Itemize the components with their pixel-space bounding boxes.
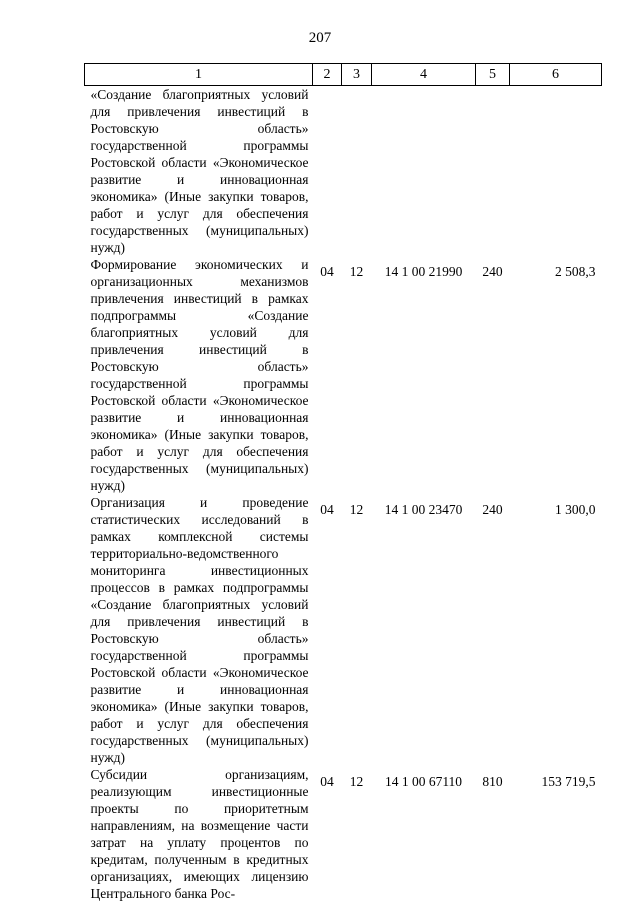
budget-table — [84, 63, 602, 902]
row-razdel: 04 — [320, 774, 334, 789]
column-header-5: 5 — [476, 64, 510, 86]
row-description: «Создание благоприятных условий для привлечения инвестиций в Ростовскую область» государственной программы Ростовской области «Экономическое развитие и инновационная экономика» (Иные закупки товаров, работ и услуг для обеспечения государственных (муниципальных) нужд) — [90, 87, 309, 255]
row-podrazdel: 12 — [349, 774, 364, 789]
column-header-4: 4 — [372, 64, 476, 86]
column-header-6: 6 — [510, 64, 602, 86]
row-description: Субсидии организациям, реализующим инвестиционные проекты по приоритетным направлениям, на возмещение части затрат на уплату процентов по кредитам, полученным в кредитных организациях, имеющих лицензию Центрального банка Рос- — [90, 767, 309, 901]
page-number: 207 — [308, 30, 332, 46]
table-row — [85, 766, 602, 902]
row-csr: 14 1 00 67110 — [384, 774, 463, 789]
row-description: Формирование экономических и организационных механизмов привлечения инвестиций в рамках подпрограммы «Создание благоприятных условий для привлечения инвестиций в Ростовскую область» государственной программы Ростовской области «Экономическое развитие и инновационная экономика» (Иные закупки товаров, работ и услуг для обеспечения государственных (муниципальных) нужд) — [90, 257, 309, 493]
row-amount: 2 508,3 — [555, 264, 596, 279]
row-csr — [372, 86, 476, 257]
row-podrazdel: 12 — [349, 264, 364, 279]
table-row — [85, 256, 602, 494]
table-header-row — [85, 64, 602, 86]
column-header-2: 2 — [313, 64, 342, 86]
row-vr: 240 — [482, 502, 503, 517]
row-podrazdel — [342, 86, 372, 257]
row-csr: 14 1 00 21990 — [384, 264, 463, 279]
table-row — [85, 86, 602, 257]
row-amount: 1 300,0 — [555, 502, 596, 517]
row-description: Организация и проведение статистических исследований в рамках комплексной системы территориально-ведомственного мониторинга инвестиционных процессов в рамках подпрограммы «Создание благоприятных условий для привлечения инвестиций в Ростовскую область» государственной программы Ростовской области «Экономическое развитие и инновационная экономика» (Иные закупки товаров, работ и услуг для обеспечения государственных (муниципальных) нужд) — [90, 495, 309, 765]
row-razdel — [313, 86, 342, 257]
row-razdel: 04 — [320, 264, 334, 279]
row-amount — [510, 86, 602, 257]
row-podrazdel: 12 — [349, 502, 364, 517]
row-vr — [476, 86, 510, 257]
row-amount: 153 719,5 — [541, 774, 596, 789]
table-row — [85, 494, 602, 766]
row-razdel: 04 — [320, 502, 334, 517]
row-vr: 240 — [482, 264, 503, 279]
row-vr: 810 — [482, 774, 503, 789]
column-header-1: 1 — [85, 64, 313, 86]
row-csr: 14 1 00 23470 — [384, 502, 463, 517]
column-header-3: 3 — [342, 64, 372, 86]
